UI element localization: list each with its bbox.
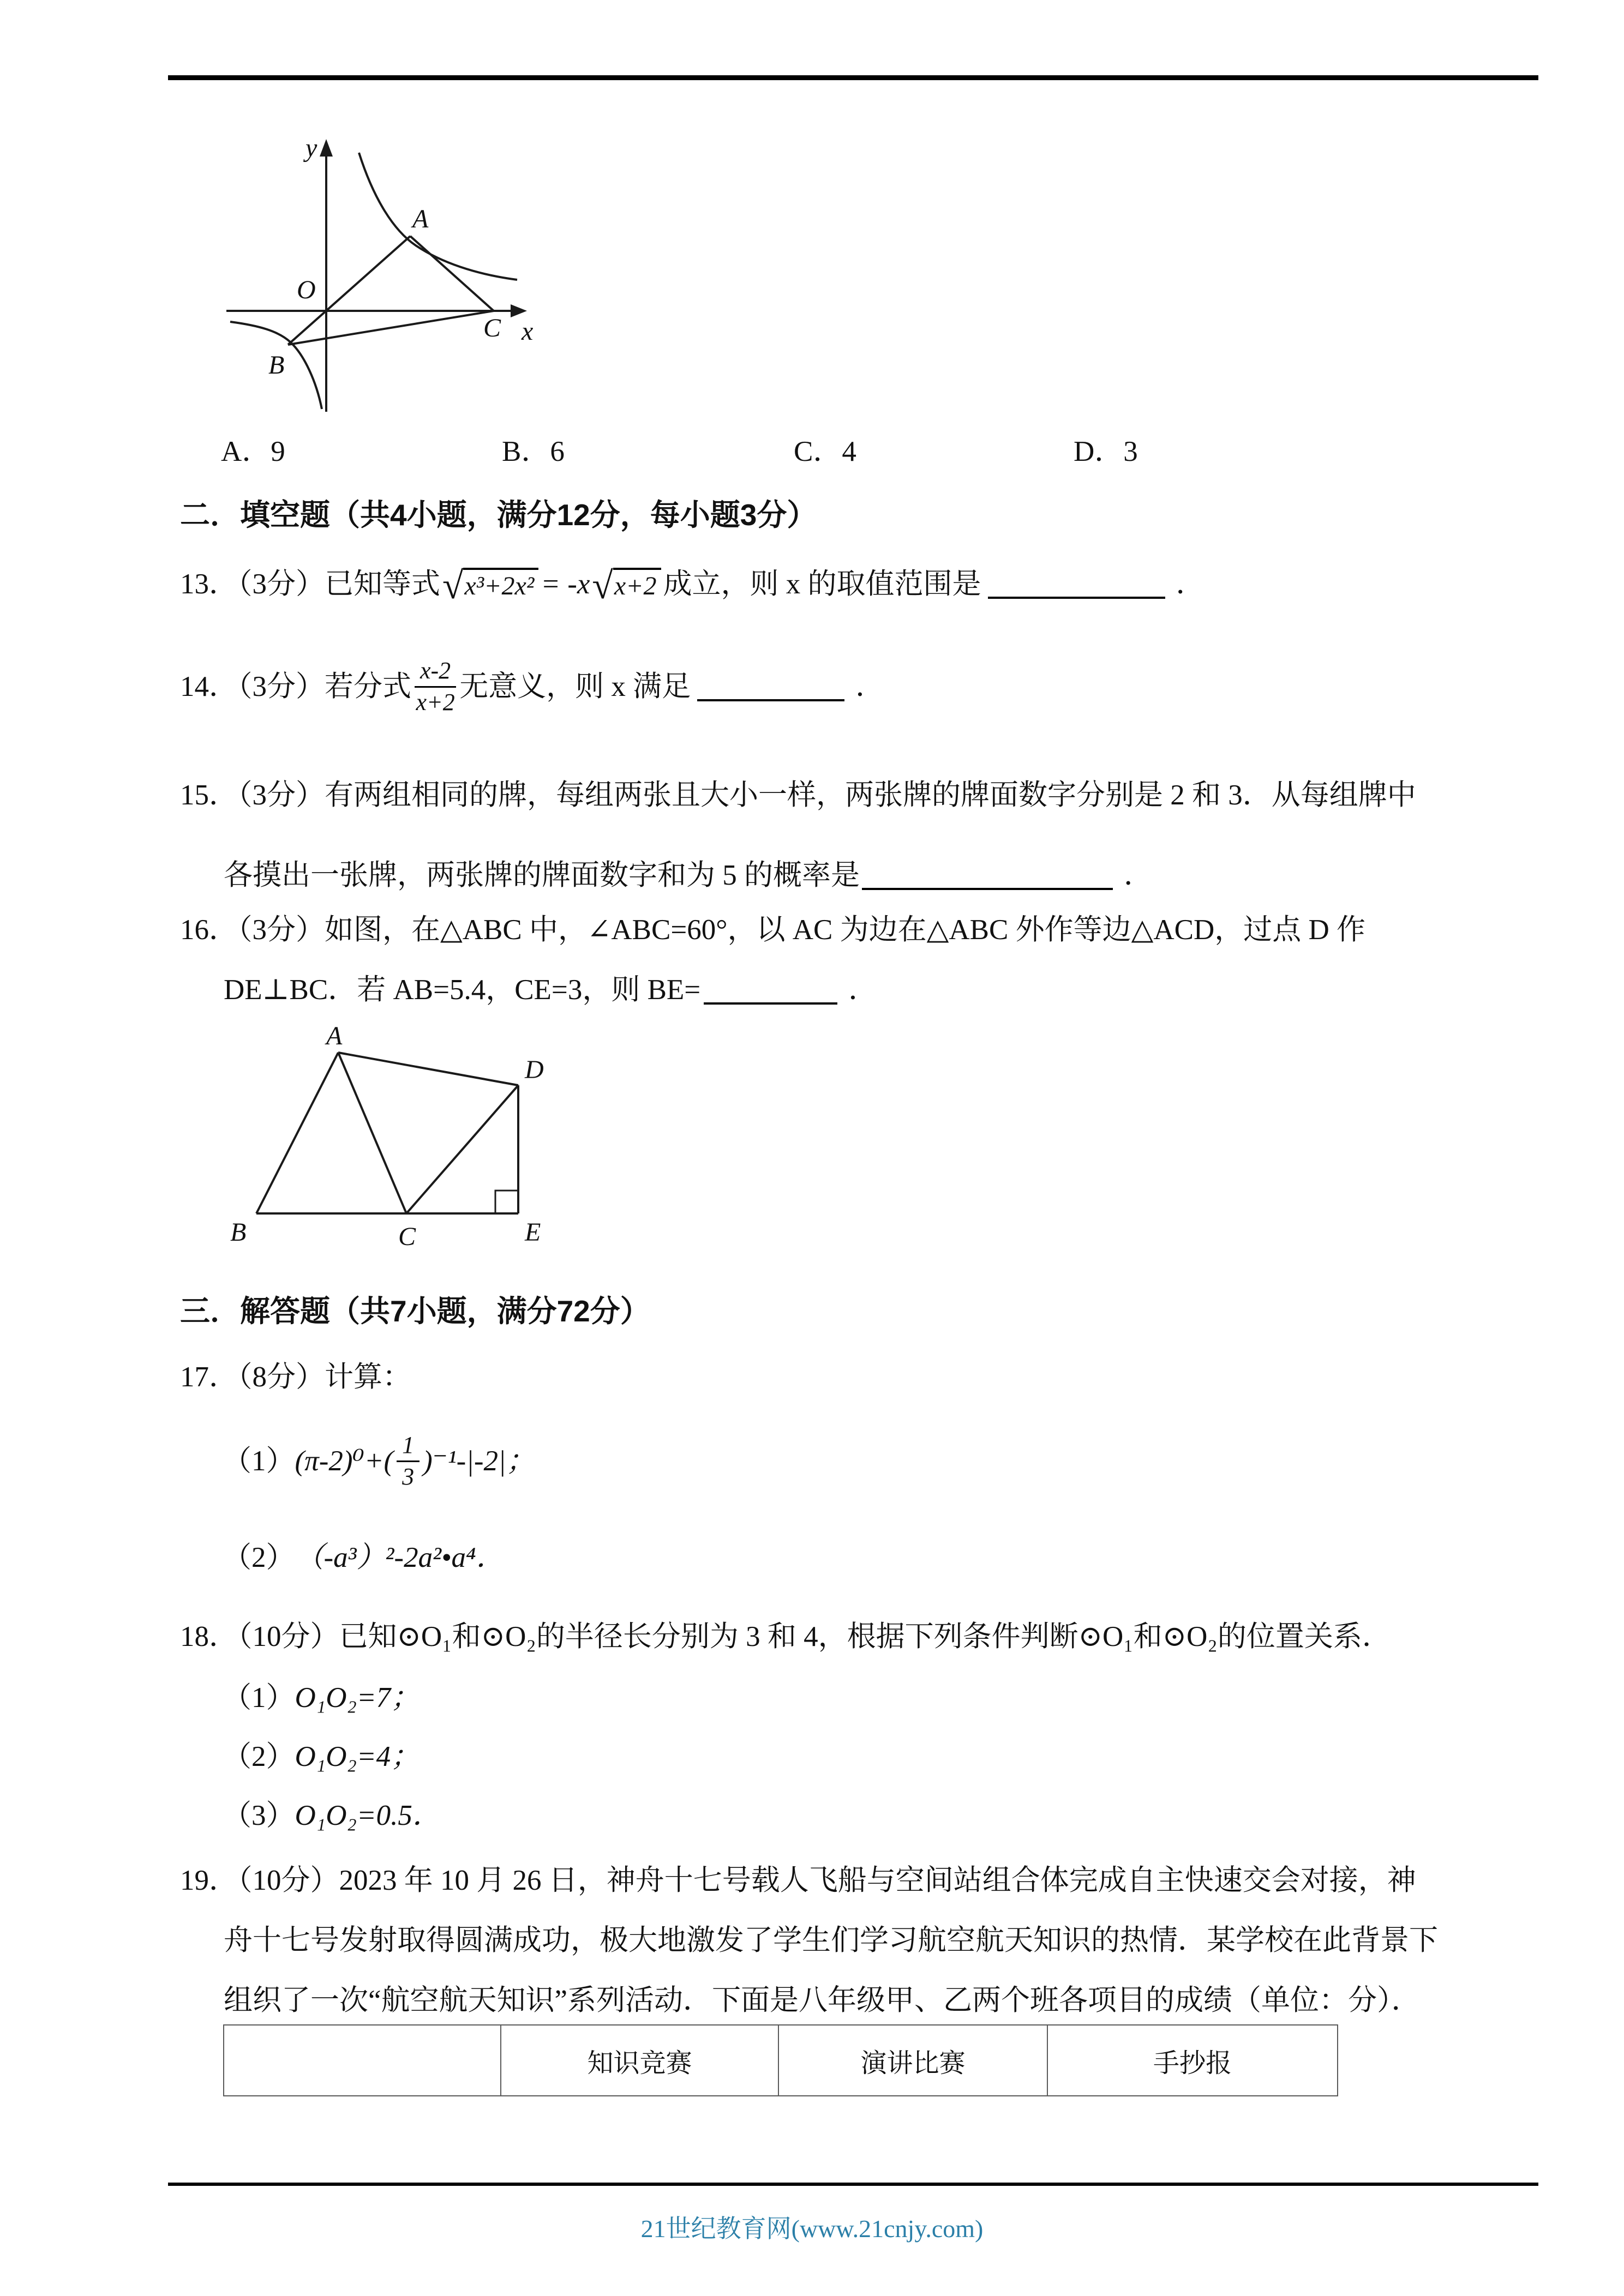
q13-text-pre: 13．（3分）已知等式 — [180, 568, 440, 600]
q17-p1-numerator: 1 — [397, 1432, 420, 1462]
q13-text-mid: = -x — [541, 568, 590, 600]
table-header-speech-contest: 演讲比赛 — [778, 2025, 1047, 2096]
point-label-b: B — [230, 1218, 247, 1247]
q17-p1-denominator: 3 — [402, 1463, 415, 1490]
question-14 — [180, 657, 884, 716]
triangle-figure — [207, 1023, 556, 1257]
q17-p1-pre: (π-2)⁰+( — [295, 1445, 394, 1477]
question-19-line-3: 组织了一次“航空航天知识”系列活动．下面是八年级甲、乙两个班各项目的成绩（单位：分）． — [224, 1985, 1421, 2016]
axis-label-y: y — [305, 134, 317, 163]
table-header-empty — [224, 2025, 501, 2096]
radical-sign: √ — [592, 564, 613, 607]
q16-answer-blank — [704, 975, 837, 1005]
point-label-d: D — [525, 1055, 544, 1084]
q14-text-pre: 14．（3分）若分式 — [180, 670, 411, 702]
question-15-line-2 — [224, 857, 1153, 893]
section-2-heading: 二．填空题（共4小题，满分12分，每小题3分） — [180, 498, 817, 532]
q14-denominator: x+2 — [416, 688, 455, 716]
q14-text-post: 无意义，则 x 满足 — [459, 670, 691, 702]
question-16-line-2 — [224, 972, 877, 1008]
question-17-head: 17．（8分）计算： — [180, 1361, 411, 1393]
q13-radicand-2: x+2 — [613, 568, 661, 601]
question-17-part-2 — [223, 1540, 505, 1576]
question-17-part-1 — [223, 1432, 535, 1490]
q17-p1-fraction — [397, 1432, 420, 1490]
q15-text: 各摸出一张牌，两张牌的牌面数字和为 5 的概率是 — [224, 860, 860, 891]
q18-p3-label: （3） — [223, 1800, 295, 1831]
q16-period: ． — [848, 974, 878, 1006]
q14-numerator: x-2 — [415, 657, 456, 688]
q15-answer-blank — [862, 861, 1113, 890]
question-13 — [180, 564, 1205, 607]
hyperbola-figure — [218, 134, 540, 425]
score-table — [223, 2024, 1338, 2096]
q17-p2-label: （2） — [223, 1542, 295, 1573]
right-angle-mark — [495, 1191, 518, 1213]
x-axis-arrow-icon — [511, 304, 527, 317]
q13-period: ． — [1176, 568, 1205, 600]
q17-p2-formula: （-a³）²-2a²•a⁴． — [295, 1542, 505, 1573]
question-19-line-2: 舟十七号发射取得圆满成功，极大地激发了学生们学习航空航天知识的热情．某学校在此背景下 — [224, 1925, 1438, 1956]
segment-BA — [256, 1053, 338, 1213]
radical-sign: √ — [442, 564, 464, 607]
q18-p2-label: （2） — [223, 1741, 295, 1772]
q13-answer-blank — [988, 569, 1165, 599]
option-d: D．3 — [1074, 436, 1138, 467]
q17-p1-post: )⁻¹-|-2|； — [423, 1445, 535, 1477]
q15-period: ． — [1124, 860, 1153, 891]
segment-DC — [406, 1085, 518, 1213]
q13-text-post: 成立，则 x 的取值范围是 — [663, 568, 981, 600]
q17-p1-label: （1） — [223, 1445, 295, 1477]
question-15-line-1: 15．（3分）有两组相同的牌，每组两张且大小一样，两张牌的牌面数字分别是 2 和 3．从每组牌中 — [180, 779, 1416, 811]
point-label-a: A — [412, 205, 429, 233]
table-header-handwritten-poster: 手抄报 — [1047, 2025, 1338, 2096]
point-label-b: B — [268, 351, 285, 380]
q14-period: ． — [855, 670, 885, 702]
q13-radical-2 — [592, 564, 661, 607]
option-a: A．9 — [221, 436, 285, 467]
q14-answer-blank — [697, 672, 844, 701]
q18-p3-formula: O₁O₂=0.5． — [295, 1800, 441, 1831]
table-header-knowledge-contest: 知识竞赛 — [501, 2025, 778, 2096]
q18-p2-formula: O₁O₂=4； — [295, 1741, 420, 1772]
top-divider — [168, 75, 1538, 80]
question-16-line-1: 16．（3分）如图，在△ABC 中，∠ABC=60°，以 AC 为边在△ABC 外作等边△ACD，过点 D 作 — [180, 914, 1365, 946]
question-19-line-1: 19．（10分）2023 年 10 月 26 日，神舟十七号载人飞船与空间站组合体完成自主快速交会对接，神 — [180, 1865, 1416, 1896]
question-18-part-2 — [223, 1739, 420, 1775]
table-header-row — [224, 2025, 1338, 2096]
option-b: B．6 — [502, 436, 565, 467]
option-c: C．4 — [794, 436, 856, 467]
point-label-c: C — [483, 314, 501, 342]
q14-fraction — [415, 657, 456, 716]
segment-AC — [338, 1053, 406, 1213]
bottom-divider — [168, 2183, 1538, 2186]
section-3-heading: 三．解答题（共7小题，满分72分） — [180, 1294, 650, 1328]
question-18-part-1 — [223, 1680, 420, 1716]
footer-text: 21世纪教育网(www.21cnjy.com) — [640, 2215, 984, 2243]
axis-label-x: x — [522, 317, 534, 346]
point-label-e: E — [525, 1218, 541, 1247]
question-18-part-3 — [223, 1798, 441, 1834]
origin-label: O — [297, 275, 316, 304]
q13-radicand-1: x³+2x² — [463, 568, 538, 601]
q18-p1-formula: O₁O₂=7； — [295, 1682, 420, 1714]
point-label-c: C — [398, 1222, 416, 1251]
q13-radical-1 — [442, 564, 538, 607]
q18-p1-label: （1） — [223, 1682, 295, 1714]
y-axis-arrow-icon — [320, 139, 333, 157]
q16-text: DE⊥BC．若 AB=5.4，CE=3，则 BE= — [224, 974, 701, 1006]
segment-AD — [338, 1053, 518, 1085]
question-18-head: 18．（10分）已知⊙O₁和⊙O₂的半径长分别为 3 和 4，根据下列条件判断⊙O₁和⊙O₂的位置关系． — [180, 1621, 1391, 1652]
point-label-a: A — [326, 1023, 343, 1050]
